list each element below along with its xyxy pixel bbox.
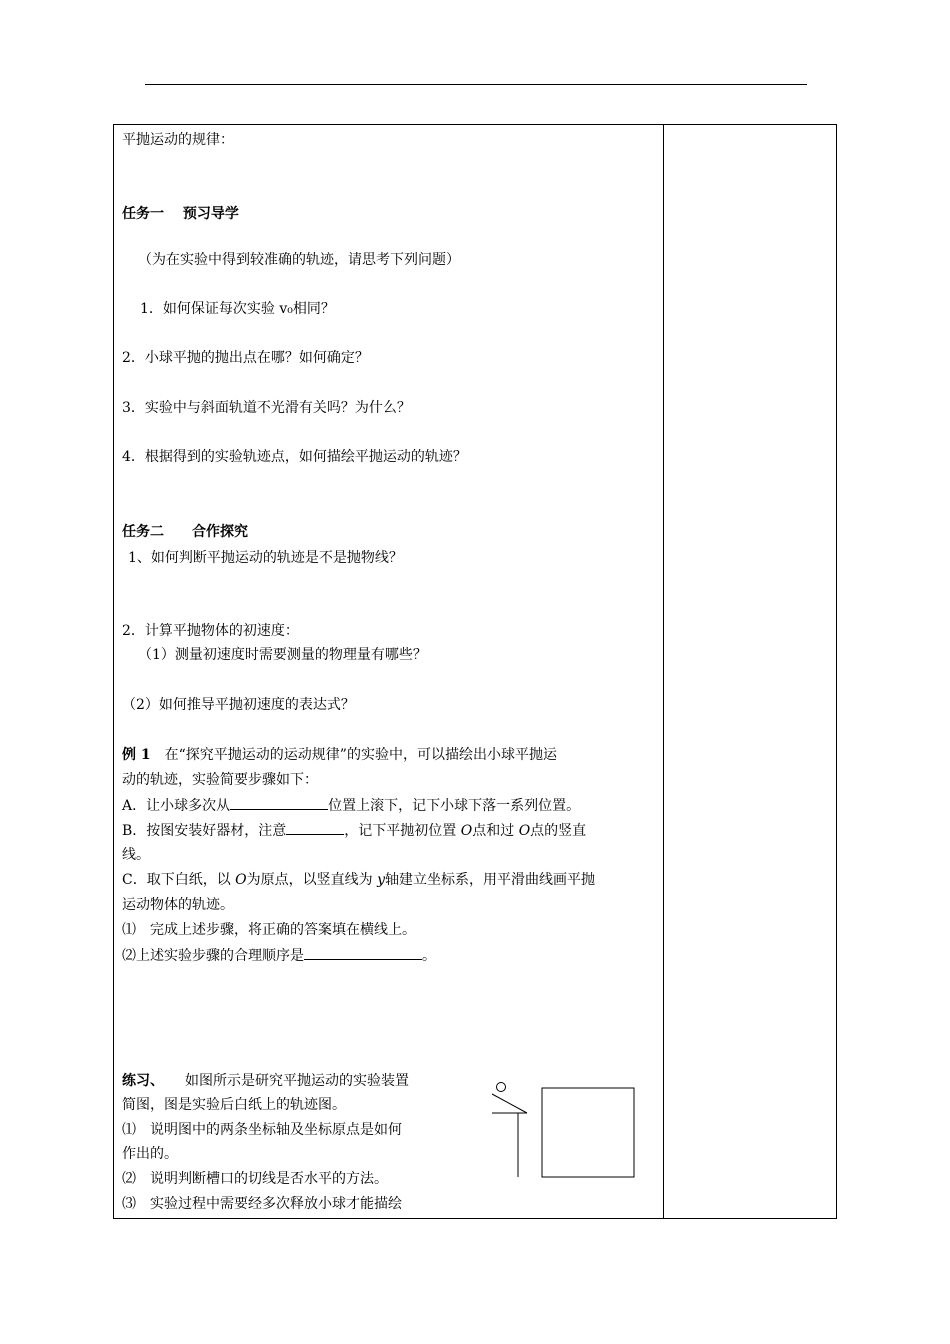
example-step-a: A．让小球多次从 位置上滚下，记下小球下落一系列位置。 [122,795,580,816]
ball-icon [497,1083,506,1092]
task2-question-1: 1、如何判断平抛运动的轨迹是不是抛物线？ [128,550,403,566]
apparatus-diagram [492,1081,652,1181]
content-table [113,124,837,1219]
task1-question-1: 1．如何保证每次实验 v₀相同？ [140,301,335,317]
practice-question-3: ⑶ 实验过程中需要经多次释放小球才能描绘 [122,1196,402,1212]
example-line-1: 例 1 在“探究平抛运动的运动规律”的实验中，可以描绘出小球平抛运 [122,747,557,763]
task1-note: （为在实验中得到较准确的轨迹，请思考下列问题） [138,252,460,268]
ramp-line [492,1094,527,1113]
practice-line-1: 练习、 如图所示是研究平抛运动的实验装置 [122,1073,409,1089]
answer-blank-order[interactable] [304,945,422,960]
answer-blank-b[interactable] [286,820,344,835]
answer-blank-a[interactable] [230,795,328,810]
column-divider [663,125,664,1218]
practice-question-2: ⑵ 说明判断槽口的切线是否水平的方法。 [122,1171,388,1187]
example-step-b-line-2: 线。 [122,847,150,863]
practice-label: 练习、 [122,1073,157,1089]
example-subquestion-2: ⑵上述实验步骤的合理顺序是 。 [122,945,436,966]
task1-question-3: 3．实验中与斜面轨道不光滑有关吗？为什么？ [122,400,411,416]
header-rule [145,84,807,85]
task2-question-2: 2．计算平抛物体的初速度： [122,623,299,639]
task2-question-2a: （1）测量初速度时需要测量的物理量有哪些？ [138,647,427,663]
practice-question-1: ⑴ 说明图中的两条坐标轴及坐标原点是如何 [122,1122,402,1138]
example-step-b: B．按图安装好器材，注意 ，记下平抛初位置 O点和过 O点的竖直 [122,820,586,841]
practice-question-1-line-2: 作出的。 [122,1146,178,1162]
task2-title: 任务二 合作探究 [122,524,248,540]
task1-question-4: 4．根据得到的实验轨迹点，如何描绘平抛运动的轨迹？ [122,449,467,465]
example-label: 例 1 [122,747,151,763]
task1-title: 任务一 预习导学 [122,206,239,222]
example-subquestion-1: ⑴ 完成上述步骤，将正确的答案填在横线上。 [122,922,416,938]
practice-line-2: 简图，图是实验后白纸上的轨迹图。 [122,1097,346,1113]
example-line-2: 动的轨迹，实验简要步骤如下： [122,772,318,788]
paper-board [542,1088,634,1177]
task2-question-2b: （2）如何推导平抛初速度的表达式？ [122,697,355,713]
example-step-c: C．取下白纸，以 O为原点，以竖直线为 y轴建立坐标系，用平滑曲线画平抛 [122,872,596,888]
example-step-c-line-2: 运动物体的轨迹。 [122,897,234,913]
intro-text: 平抛运动的规律： [122,132,234,148]
task1-question-2: 2．小球平抛的抛出点在哪？如何确定？ [122,350,369,366]
